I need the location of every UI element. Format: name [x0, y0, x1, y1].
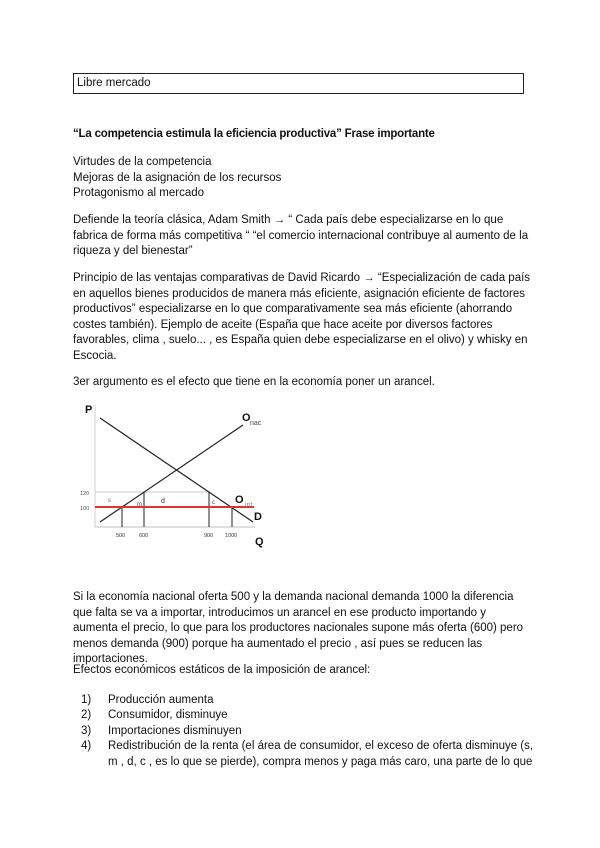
argument-3-paragraph: 3er argumento es el efecto que tiene en la economía poner un arancel. — [73, 376, 435, 388]
effect-text: Consumidor, disminuye — [108, 709, 228, 722]
virtue-item: Mejoras de la asignación de los recursos — [73, 171, 282, 184]
effects-list — [81, 693, 536, 770]
label-o-nac-sub: nac — [250, 420, 262, 427]
effect-item — [81, 724, 536, 739]
axis-label-q: Q — [255, 536, 264, 548]
smith-paragraph: Defiende la teoría clásica, Adam Smith → “ Cada país debe especializarse en lo que fabrica de forma más competitiva “ “el comercio internacional contribuye al aumento de la riqueza y del bienestar” — [73, 214, 529, 258]
virtues-list — [73, 155, 533, 202]
effects-title: Efectos económicos estáticos de la imposición de arancel: — [73, 664, 371, 676]
effect-item — [81, 708, 536, 723]
effect-number: 4) — [81, 740, 92, 753]
heading-quote: “La competencia estimula la eficiencia productiva” Frase importante — [73, 128, 435, 140]
effect-text: Importaciones disminuyen — [108, 724, 242, 737]
effect-number: 3) — [81, 724, 92, 737]
area-label-d: d — [161, 498, 165, 505]
effect-text: Producción aumenta — [108, 694, 214, 706]
x-tick-1000: 1000 — [225, 533, 238, 539]
area-label-s: s — [108, 498, 111, 504]
effect-number: 1) — [81, 694, 92, 706]
effect-item — [81, 693, 536, 708]
effect-item — [81, 739, 536, 770]
label-o-nac: O — [242, 412, 251, 424]
ricardo-paragraph: Principio de las ventajas comparativas de David Ricardo → “Especialización de cada país en aquellos bienes producidos de manera más eficiente, asignación eficiente de factores productivos” especializarse en lo que comparativamente sea más eficiente (ahorrando costes también). Ejemplo de aceite (España que hace aceite por diversos factores favorables, clima , suelo... , es España quien debe especializarse en el olivo) y whisky en Escocia. — [73, 272, 531, 362]
area-label-m: m — [137, 502, 142, 508]
label-o-int: O — [235, 494, 244, 506]
area-label-c: c — [212, 500, 215, 506]
x-tick-600: 600 — [139, 533, 149, 539]
title-text: Libre mercado — [77, 77, 151, 89]
label-d: D — [254, 511, 262, 523]
label-o-int-sub: int — [245, 502, 253, 509]
title-box — [73, 73, 524, 94]
x-tick-500: 500 — [116, 533, 126, 539]
tariff-chart — [70, 385, 290, 555]
explanation-paragraph: Si la economía nacional oferta 500 y la demanda nacional demanda 1000 la diferencia que falta se va a importar, introducimos un arancel en ese producto importando y aumenta el precio, lo que para los productores nacionales supone más oferta (600) pero menos demanda (900) porque ha aumentado el precio , así pues se reducen las importaciones. — [73, 591, 524, 666]
effect-number: 2) — [81, 709, 92, 722]
axis-label-p: P — [85, 404, 93, 416]
y-tick-100: 100 — [80, 506, 90, 512]
x-tick-900: 900 — [204, 533, 214, 539]
virtue-item: Virtudes de la competencia — [73, 156, 212, 168]
y-tick-120: 120 — [80, 491, 90, 497]
effect-text: Redistribución de la renta (el área de consumidor, el exceso de oferta disminuye (s, m , d, c , es lo que se pierde), compra menos y paga más caro, una parte de lo que — [108, 740, 534, 768]
virtue-item: Protagonismo al mercado — [73, 187, 205, 200]
